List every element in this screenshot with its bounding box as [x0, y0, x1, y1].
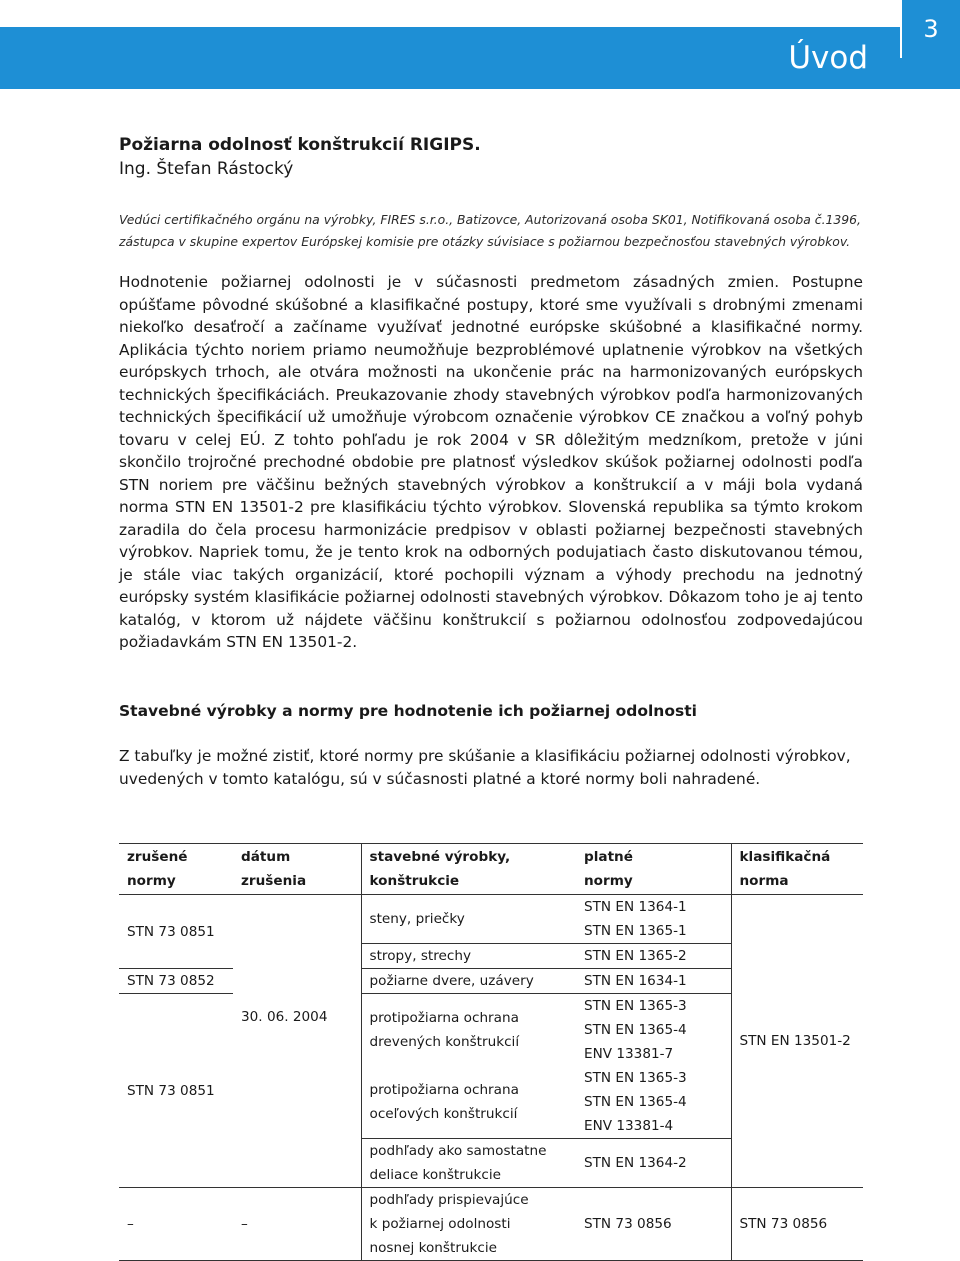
page-number-tab: 3 [900, 0, 960, 58]
product-cell: steny, priečky [361, 895, 576, 944]
col-header-products: stavebné výrobky, konštrukcie [361, 844, 576, 895]
cancelled-norm-cell: – [127, 1216, 134, 1232]
intro-paragraph: Z tabuľky je možné zistiť, ktoré normy pre skúšanie a klasifikáciu požiarnej odolnosti výrobkov, uvedených v tomto katalógu, sú v súčasnosti platné a ktoré normy boli nahradené. [119, 747, 851, 788]
section-heading: Stavebné výrobky a normy pre hodnotenie ich požiarnej odolnosti [119, 702, 697, 720]
author-name: Ing. Štefan Rástocký [119, 159, 294, 179]
cancel-date-cell: 30. 06. 2004 [241, 1008, 328, 1025]
col-header-date: dátum zrušenia [241, 849, 307, 889]
valid-norm-cell: STN EN 1365-3 [584, 998, 687, 1014]
product-cell: protipožiarna ochrana oceľových konštrukcií [361, 1066, 576, 1139]
body-paragraph: Hodnotenie požiarnej odolnosti je v súčasnosti predmetom zásadných zmien. Postupne opúšťame pôvodné skúšobné a klasifikačné postupy, ktoré sme využívali s drobnými zmenami niekoľko desaťročí a začíname využívať jednotné európske skúšobné a klasifikačné normy. Aplikácia týchto noriem priamo neumožňuje bezproblémové uplatnenie výrobkov na všetkých európskych trhoch, ale otvára možnosti na ukončenie prác na harmonizovaných európskych technických špecifikáciách. Preukazovanie zhody stavebných výrobkov podľa harmonizovaných technických špecifikácií už umožňuje výrobcom označenie výrobkov CE značkou a voľný pohyb tovaru v celej EÚ. Z tohto pohľadu je rok 2004 v SR dôležitým medzníkom, pretože v júni skončilo trojročné prechodné obdobie pre platnosť výsledkov skúšok požiarnej odolnosti podľa STN noriem pre väčšinu bežných stavebných výrobkov a konštrukcií a v máji bola vydaná norma STN EN 13501-2 pre klasifikáciu týchto výrobkov. Slovenská republika sa týmto krokom zaradila do čela procesu harmonizácie predpisov v oblasti požiarnej bezpečnosti stavebných výrobkov. Napriek tomu, že je tento krok na odborných podujatiach často diskutovanou témou, je stále viac takých organizácií, ktoré pochopili význam a výhody prechodu na jednotný európsky systém klasifikácie požiarnej odolnosti stavebných výrobkov. Dôkazom toho je aj tento katalóg, v ktorom už nájdete väčšinu konštrukcií s požiarnou odolnosťou zodpovedajúcou požiadavkám STN EN 13501-2. [119, 273, 863, 651]
valid-norm-cell: STN EN 1634-1 [576, 969, 731, 994]
product-cell: stropy, strechy [361, 944, 576, 969]
valid-norm-cell: STN EN 1365-4 [584, 1022, 687, 1038]
chapter-title: Úvod [788, 40, 868, 76]
table-header-row [119, 844, 863, 895]
norms-table [119, 843, 863, 1261]
product-cell: podhľady prispievajúce k požiarnej odolnosti nosnej konštrukcie [361, 1188, 576, 1261]
valid-norm-cell: STN EN 1364-2 [576, 1139, 731, 1188]
valid-norm-cell: STN EN 1365-2 [576, 944, 731, 969]
col-header-classification: klasifikačná norma [731, 844, 863, 895]
document-title: Požiarna odolnosť konštrukcií RIGIPS. [119, 135, 481, 155]
cancelled-norm-cell: STN 73 0851 [119, 895, 233, 969]
valid-norm-cell: STN EN 1365-4 [584, 1094, 687, 1110]
valid-norm-cell: ENV 13381-4 [584, 1118, 674, 1134]
classification-cell: STN EN 13501-2 [731, 895, 863, 1188]
table-row [119, 895, 863, 920]
cancelled-norm-cell: STN 73 0851 [119, 994, 233, 1188]
cancelled-norm-cell: STN 73 0852 [119, 969, 233, 994]
col-header-cancelled: zrušené normy [127, 849, 188, 889]
cancel-date-cell: – [241, 1216, 248, 1232]
valid-norm-cell: STN EN 1365-1 [576, 919, 731, 944]
product-cell: požiarne dvere, uzávery [361, 969, 576, 994]
valid-norm-cell: STN EN 1365-3 [584, 1070, 687, 1086]
table-row [119, 1188, 863, 1261]
valid-norm-cell: STN 73 0856 [584, 1216, 672, 1232]
product-cell: podhľady ako samostatne deliace konštrukcie [361, 1139, 576, 1188]
classification-cell: STN 73 0856 [731, 1188, 863, 1261]
author-role: Vedúci certifikačného orgánu na výrobky, FIRES s.r.o., Batizovce, Autorizovaná osoba SK01, Notifikovaná osoba č.1396, zástupca v skupine expertov Európskej komisie pre otázky súvisiace s požiarnou bezpečnosťou stavebných výrobkov. [119, 212, 861, 249]
col-header-valid: platné normy [584, 849, 633, 889]
cancel-date-cell [233, 1139, 361, 1188]
valid-norm-cell: STN EN 1364-1 [584, 899, 687, 915]
valid-norm-cell: ENV 13381-7 [584, 1046, 674, 1062]
product-cell: protipožiarna ochrana drevených konštrukcií [361, 994, 576, 1067]
